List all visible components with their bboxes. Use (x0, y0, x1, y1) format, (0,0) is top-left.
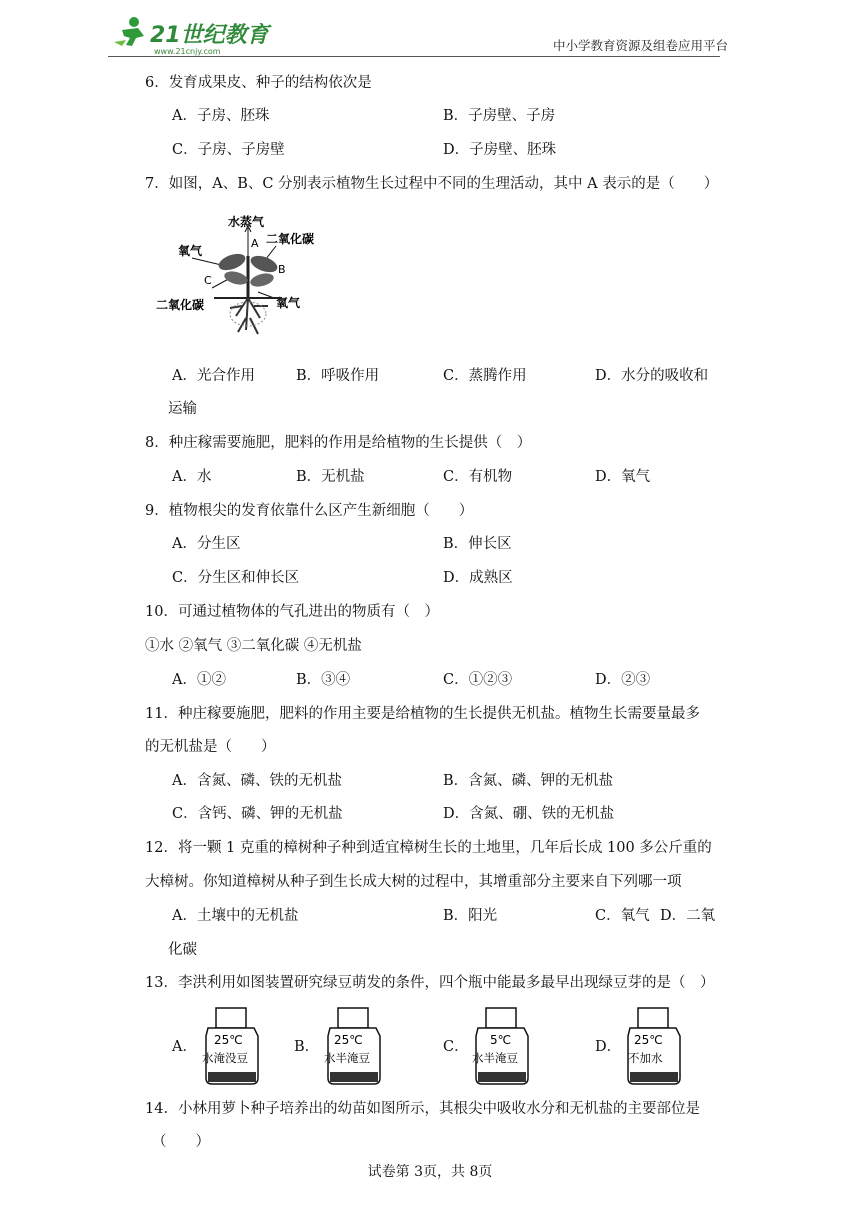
q9-stem: 9．植物根尖的发育依靠什么区产生新细胞（ ） (145, 503, 474, 519)
q10-option-b: B．③④ (296, 672, 351, 688)
q10-option-a: A．①② (172, 672, 226, 688)
label-b: B (278, 263, 286, 276)
jar-a (200, 1006, 264, 1090)
jar-d (622, 1006, 686, 1090)
logo-text: 21世纪教育 (150, 23, 269, 48)
q12-option-c: C．氧气 (595, 908, 650, 924)
q10-option-c: C．①②③ (443, 672, 513, 688)
q12-option-d: D．二氧 (660, 908, 716, 924)
q7-option-a: A．光合作用 (172, 368, 255, 384)
label-co2-top: 二氧化碳 (266, 232, 315, 246)
q6-option-b: B．子房壁、子房 (443, 108, 556, 124)
q7-stem: 7．如图，A、B、C 分别表示植物生长过程中不同的生理活动，其中 A 表示的是（ ） (145, 176, 719, 192)
q8-option-b: B．无机盐 (296, 469, 365, 485)
label-a: A (251, 237, 259, 250)
q12-option-a: A．土壤中的无机盐 (172, 908, 299, 924)
q9-option-d: D．成熟区 (443, 570, 513, 586)
q8-option-d: D．氧气 (595, 469, 651, 485)
q12-option-b: B．阳光 (443, 908, 498, 924)
q13-option-c: C． (443, 1039, 469, 1055)
q11-option-a: A．含氮、磷、铁的无机盐 (172, 773, 342, 789)
q6-option-d: D．子房壁、胚珠 (443, 142, 557, 158)
svg-text:5℃: 5℃ (490, 1033, 512, 1047)
q7-option-d: D．水分的吸收和 (595, 368, 709, 384)
svg-text:水半淹豆: 水半淹豆 (472, 1051, 518, 1065)
q8-option-c: C．有机物 (443, 469, 513, 485)
q12-stem-line2: 大樟树。你知道樟树从种子到生长成大树的过程中，其增重部分主要来自下列哪一项 (145, 874, 682, 890)
header-divider (108, 56, 720, 57)
page-footer: 试卷第 3页，共 8页 (367, 1164, 493, 1180)
logo-url: www.21cnjy.com (154, 47, 221, 56)
svg-text:水淹没豆: 水淹没豆 (202, 1051, 248, 1065)
q6-stem: 6．发育成果皮、种子的结构依次是 (145, 75, 372, 91)
q11-stem-line2: 的无机盐是（ ） (145, 739, 276, 755)
q6-option-a: A．子房、胚珠 (172, 108, 270, 124)
platform-name: 中小学教育资源及组卷应用平台 (552, 38, 728, 53)
svg-text:25℃: 25℃ (634, 1033, 663, 1047)
q11-option-b: B．含氮、磷、钾的无机盐 (443, 773, 614, 789)
q14-stem-line2: （ ） (152, 1134, 210, 1150)
q9-option-c: C．分生区和伸长区 (172, 570, 300, 586)
label-co2-bottom: 二氧化碳 (156, 298, 205, 312)
q10-stem: 10．可通过植物体的气孔进出的物质有（ ） (145, 604, 439, 620)
q13-option-b: B． (294, 1039, 320, 1055)
q14-stem: 14．小林用萝卜种子培养出的幼苗如图所示，其根尖中吸收水分和无机盐的主要部位是 (145, 1101, 700, 1117)
q11-option-c: C．含钙、磷、钾的无机盐 (172, 806, 343, 822)
q11-option-d: D．含氮、硼、铁的无机盐 (443, 806, 615, 822)
q12-stem-line1: 12．将一颗 1 克重的樟树种子种到适宜樟树生长的土地里，几年后长成 100 多公斤重的 (145, 840, 712, 856)
q7-option-c: C．蒸腾作用 (443, 368, 527, 384)
q9-option-b: B．伸长区 (443, 536, 512, 552)
label-oxygen-bottom: 氧气 (276, 296, 301, 310)
q13-option-d: D． (595, 1039, 622, 1055)
svg-text:25℃: 25℃ (334, 1033, 363, 1047)
q10-option-d: D．②③ (595, 672, 651, 688)
plant-diagram (152, 206, 332, 346)
svg-text:不加水: 不加水 (628, 1051, 663, 1065)
jar-b (322, 1006, 386, 1090)
svg-text:25℃: 25℃ (214, 1033, 243, 1047)
label-oxygen-left: 氧气 (178, 244, 203, 258)
q7-option-d-cont: 运输 (168, 401, 197, 417)
q6-option-c: C．子房、子房壁 (172, 142, 285, 158)
q12-option-d-cont: 化碳 (168, 942, 197, 958)
q10-items: ①水 ②氧气 ③二氧化碳 ④无机盐 (145, 638, 362, 654)
q11-stem-line1: 11．种庄稼要施肥，肥料的作用主要是给植物的生长提供无机盐。植物生长需要量最多 (145, 706, 700, 722)
jar-c (470, 1006, 534, 1090)
svg-text:水半淹豆: 水半淹豆 (324, 1051, 370, 1065)
q13-stem: 13．李洪利用如图装置研究绿豆萌发的条件，四个瓶中能最多最早出现绿豆芽的是（ ） (145, 975, 715, 991)
q8-stem: 8．种庄稼需要施肥，肥料的作用是给植物的生长提供（ ） (145, 435, 532, 451)
q7-option-b: B．呼吸作用 (296, 368, 380, 384)
label-c: C (204, 274, 212, 287)
q9-option-a: A．分生区 (172, 536, 241, 552)
label-water-vapor: 水蒸气 (228, 215, 265, 229)
site-logo (108, 12, 278, 56)
q8-option-a: A．水 (172, 469, 212, 485)
q13-option-a: A． (172, 1039, 197, 1055)
